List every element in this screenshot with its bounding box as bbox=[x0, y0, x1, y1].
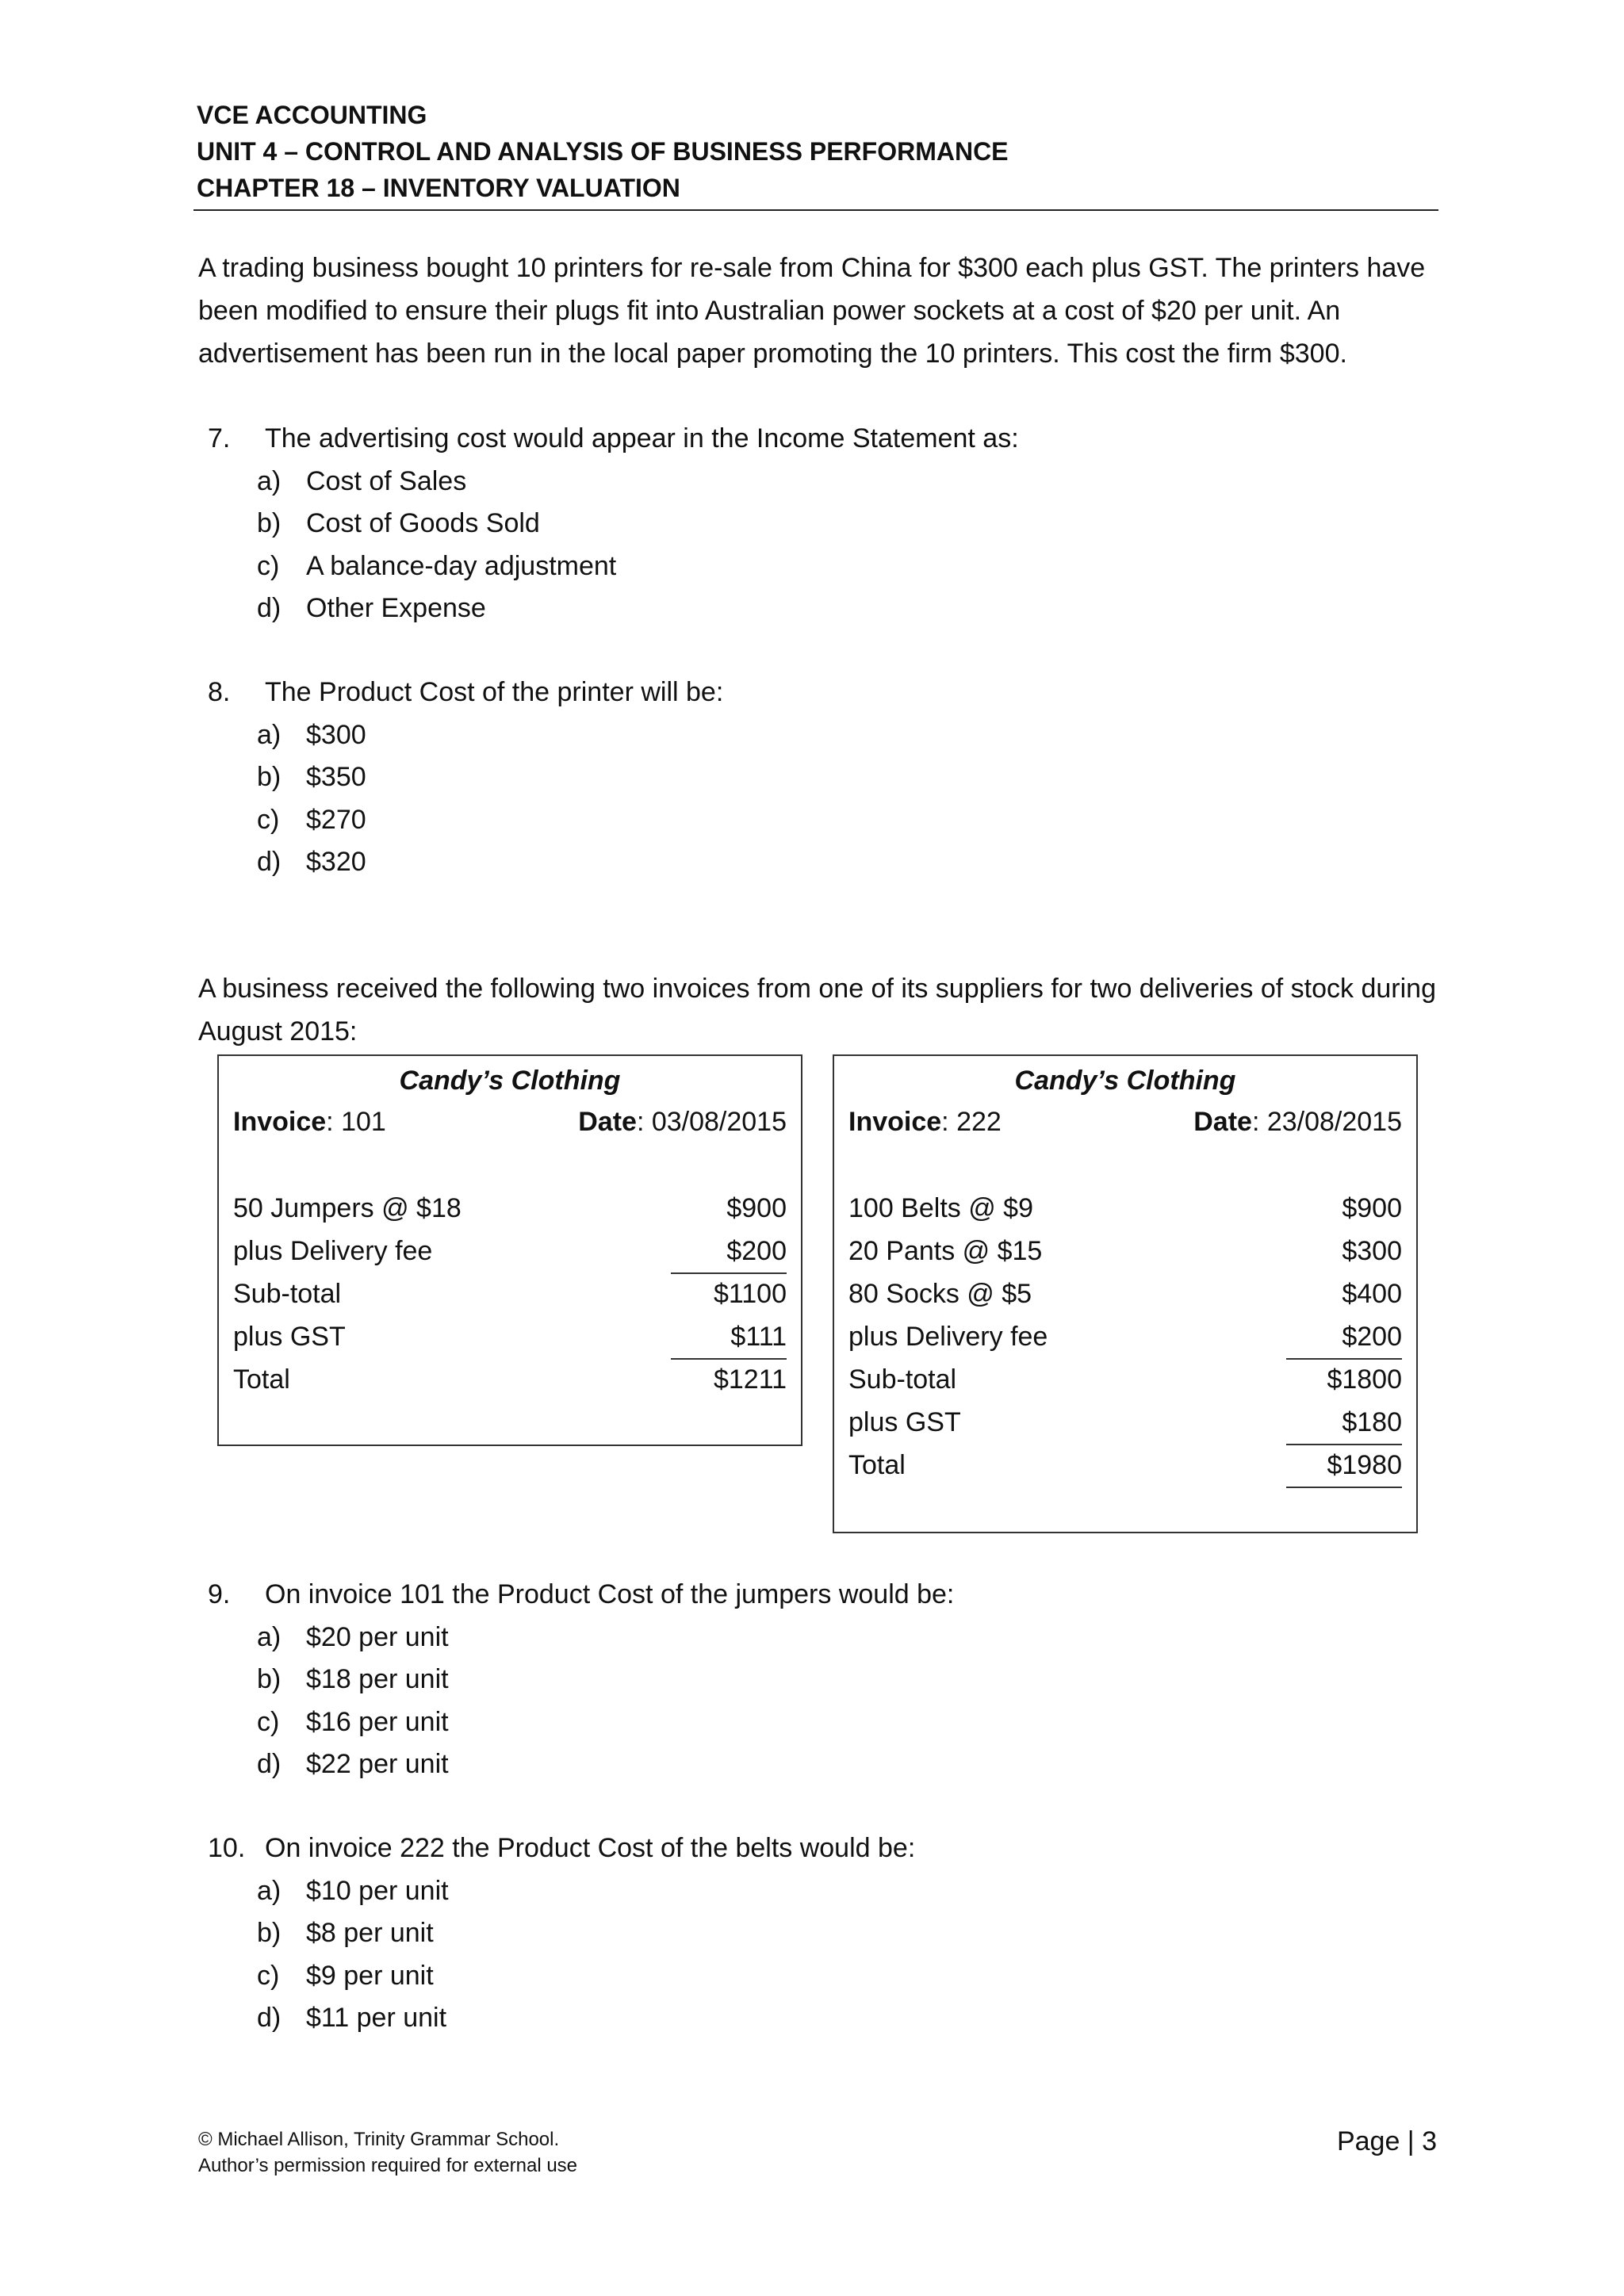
option-c: c) $16 per unit bbox=[257, 1706, 449, 1737]
question-10 bbox=[208, 1827, 1397, 2033]
footer-permission: Author’s permission required for external use bbox=[198, 2155, 578, 2176]
question-number: 7. bbox=[208, 423, 231, 453]
invoice-line: plus GST $111 bbox=[233, 1322, 787, 1352]
option-a: a) $20 per unit bbox=[257, 1621, 449, 1652]
option-a: a) $300 bbox=[257, 719, 366, 750]
invoice-line: Sub-total $1800 bbox=[848, 1364, 1402, 1395]
question-number: 9. bbox=[208, 1579, 231, 1609]
footer-copyright: © Michael Allison, Trinity Grammar School. bbox=[198, 2129, 560, 2150]
option-c: c) $9 per unit bbox=[257, 1960, 434, 1991]
question-number: 10. bbox=[208, 1833, 246, 1863]
page-number: Page | 3 bbox=[1336, 2126, 1437, 2156]
invoice-line: plus GST $180 bbox=[848, 1407, 1402, 1437]
question-stem: The advertising cost would appear in the Income Statement as: bbox=[265, 423, 1019, 453]
invoice-date: Date: 03/08/2015 bbox=[578, 1107, 787, 1137]
invoice-total: Total $1980 bbox=[848, 1450, 1402, 1480]
option-c: c) $270 bbox=[257, 804, 366, 835]
option-c: c) A balance-day adjustment bbox=[257, 550, 617, 581]
header-divider bbox=[193, 209, 1438, 211]
intro-paragraph-invoices: A business received the following two invoices from one of its suppliers for two deliveries of stock during August 2015: bbox=[198, 974, 1436, 1047]
option-b: b) Cost of Goods Sold bbox=[257, 508, 540, 538]
option-d: d) Other Expense bbox=[257, 593, 486, 623]
invoice-101 bbox=[217, 1054, 802, 1446]
invoice-line: Sub-total $1100 bbox=[233, 1279, 787, 1309]
invoice-line: 50 Jumpers @ $18 $900 bbox=[233, 1193, 787, 1223]
total-rule-bottom bbox=[1286, 1487, 1402, 1488]
option-d: d) $320 bbox=[257, 847, 366, 877]
question-number: 8. bbox=[208, 677, 231, 707]
option-a: a) $10 per unit bbox=[257, 1875, 449, 1906]
question-stem: The Product Cost of the printer will be: bbox=[265, 677, 724, 707]
invoice-line: plus Delivery fee $200 bbox=[233, 1236, 787, 1266]
question-stem: On invoice 101 the Product Cost of the jumpers would be: bbox=[265, 1579, 955, 1609]
intro-paragraph-printers: A trading business bought 10 printers for re-sale from China for $300 each plus GST. The printers have been modified to ensure their plugs fit into Australian power sockets at a cost of $20 per unit. An advertisement has been run in the local paper promoting the 10 printers. This cost the firm $300. bbox=[198, 253, 1426, 369]
invoice-line: 20 Pants @ $15 $300 bbox=[848, 1236, 1402, 1266]
option-a: a) Cost of Sales bbox=[257, 465, 467, 496]
option-b: b) $18 per unit bbox=[257, 1664, 449, 1694]
question-8 bbox=[208, 672, 1397, 877]
unit-title: UNIT 4 – CONTROL AND ANALYSIS OF BUSINESS PERFORMANCE bbox=[197, 137, 1009, 166]
invoice-line: 80 Socks @ $5 $400 bbox=[848, 1279, 1402, 1309]
question-stem: On invoice 222 the Product Cost of the belts would be: bbox=[265, 1833, 916, 1863]
option-d: d) $22 per unit bbox=[257, 1749, 449, 1779]
invoice-date: Date: 23/08/2015 bbox=[1193, 1107, 1402, 1137]
invoice-number: Invoice: 222 bbox=[848, 1107, 1002, 1137]
question-7 bbox=[208, 418, 1397, 623]
invoice-222 bbox=[833, 1054, 1418, 1533]
invoice-supplier-name: Candy’s Clothing bbox=[399, 1066, 621, 1096]
invoice-total: Total $1211 bbox=[233, 1364, 787, 1395]
option-b: b) $8 per unit bbox=[257, 1918, 434, 1948]
invoice-number: Invoice: 101 bbox=[233, 1107, 386, 1137]
chapter-title: CHAPTER 18 – INVENTORY VALUATION bbox=[197, 174, 680, 202]
invoice-supplier-name: Candy’s Clothing bbox=[1014, 1066, 1236, 1096]
invoice-line: 100 Belts @ $9 $900 bbox=[848, 1193, 1402, 1223]
option-b: b) $350 bbox=[257, 762, 366, 792]
invoice-line: plus Delivery fee $200 bbox=[848, 1322, 1402, 1352]
option-d: d) $11 per unit bbox=[257, 2003, 447, 2033]
course-title: VCE ACCOUNTING bbox=[197, 101, 427, 129]
question-9 bbox=[208, 1574, 1397, 1779]
